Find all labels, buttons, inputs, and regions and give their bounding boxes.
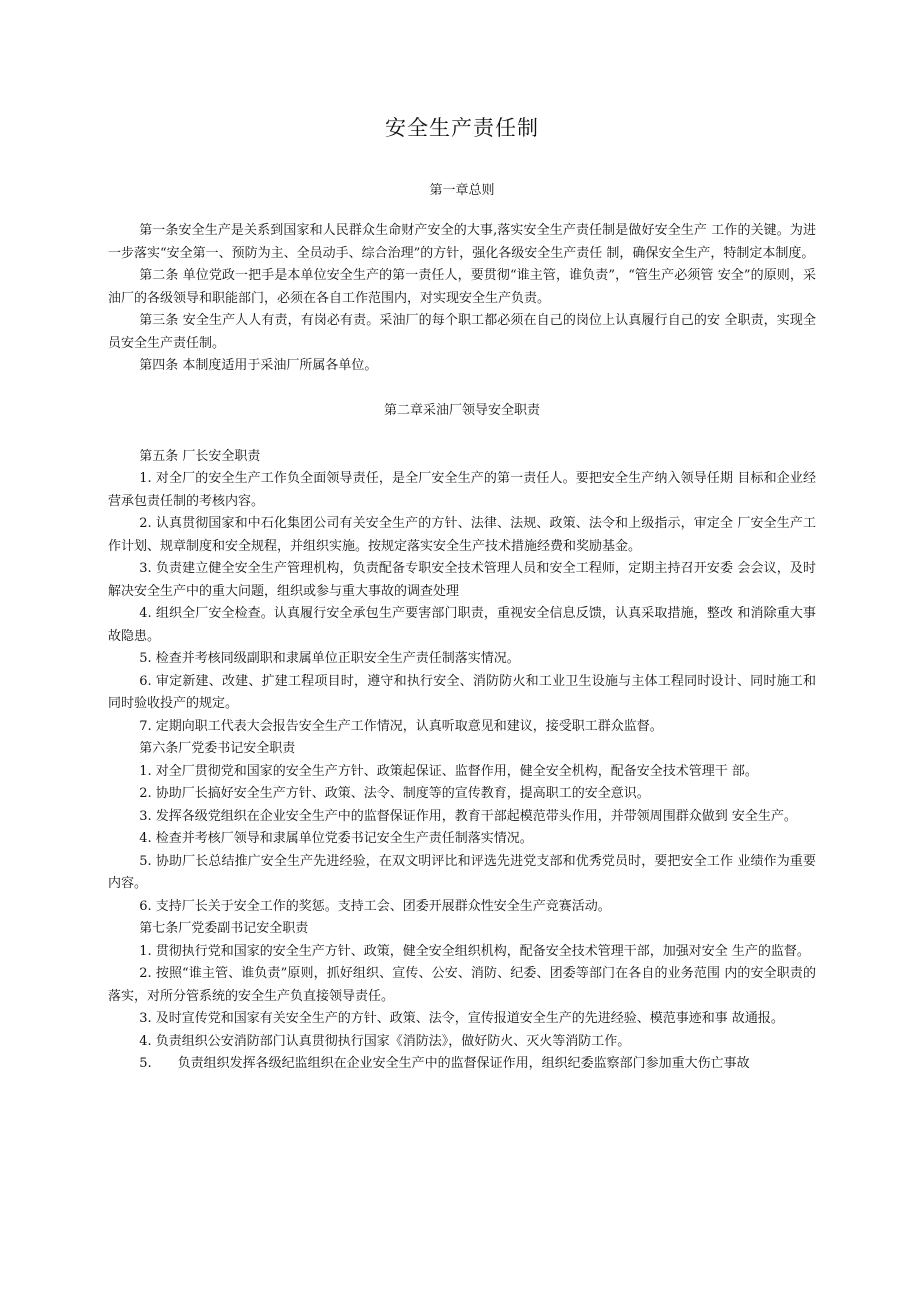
- article-3: 第三条 安全生产人人有责，有岗必有责。采油厂的每个职工都必须在自己的岗位上认真履行自己的安 全职责，实现全员安全生产责任制。: [108, 313, 816, 351]
- article-6-item-1: 1. 对全厂贯彻党和国家的安全生产方针、政策起保证、监督作用，健全安全机构，配备安全技术管理干 部。: [139, 763, 758, 779]
- chapter-1: [108, 180, 816, 378]
- article-5-item-5: 5. 检查并考核同级副职和隶属单位正职安全生产责任制落实情况。: [139, 651, 520, 666]
- article-6-heading: 第六条厂党委书记安全职责: [139, 741, 296, 756]
- article-7-item-3: 3. 及时宣传党和国家有关安全生产的方针、政策、法令，宣传报道安全生产的先进经验、模范事迹和事 故通报。: [139, 1011, 784, 1026]
- chapter-1-heading: 第一章总则: [429, 183, 495, 198]
- article-6-item-2: 2. 协助厂长搞好安全生产方针、政策、法令、制度等的宣传教育，提高职工的安全意识。: [139, 786, 650, 801]
- article-1: 第一条安全生产是关系到国家和人民群众生命财产安全的大事,落实安全生产责任制是做好安全生产 工作的关键。为进一步落实“安全第一、预防为主、全员动手、综合治理”的方针，强化各级安全生产责任 制，确保安全生产，特制定本制度。: [108, 223, 816, 261]
- document-title: 安全生产责任制: [385, 116, 539, 140]
- article-6-item-4: 4. 检查并考核厂领导和隶属单位党委书记安全生产责任制落实情况。: [139, 831, 533, 846]
- article-2: 第二条 单位党政一把手是本单位安全生产的第一责任人，要贯彻“谁主管，谁负责”，“管生产必须管 安全”的原则，采油厂的各级领导和职能部门，必须在各自工作范围内，对实现安全生产负责。: [108, 268, 816, 306]
- article-5-heading: 第五条 厂长安全职责: [139, 448, 261, 464]
- article-7-heading: 第七条厂党委副书记安全职责: [139, 921, 309, 936]
- article-6-item-6: 6. 支持厂长关于安全工作的奖惩。支持工会、团委开展群众性安全生产竞赛活动。: [139, 898, 611, 914]
- article-4: 第四条 本制度适用于采油厂所属各单位。: [139, 358, 378, 373]
- article-5-item-2: 2. 认真贯彻国家和中石化集团公司有关安全生产的方针、法律、法规、政策、法令和上级指示，审定全 厂安全生产工作计划、规章制度和安全规程，并组织实施。按规定落实安全生产技术措施经费和奖励基金。: [108, 516, 816, 554]
- chapter-2-heading: 第二章采油厂领导安全职责: [383, 402, 540, 418]
- document-page: [108, 110, 816, 1076]
- article-5-item-7: 7. 定期向职工代表大会报告安全生产工作情况，认真听取意见和建议，接受职工群众监督。: [139, 718, 663, 734]
- article-5-item-3: 3. 负责建立健全安全生产管理机构，负责配备专职安全技术管理人员和安全工程师，定期主持召开安委 会会议，及时解决安全生产中的重大问题，组织或参与重大事故的调查处理: [108, 561, 816, 599]
- article-6-item-5: 5. 协助厂长总结推广安全生产先进经验，在双文明评比和评选先进党支部和优秀党员时，要把安全工作 业绩作为重要内容。: [108, 853, 816, 891]
- article-7-item-4: 4. 负责组织公安消防部门认真贯彻执行国家《消防法》，做好防火、灭火等消防工作。: [139, 1033, 631, 1049]
- article-6-item-3: 3. 发挥各级党组织在企业安全生产中的监督保证作用，教育干部起模范带头作用，并带领周围群众做到 安全生产。: [139, 808, 797, 824]
- article-5-item-6: 6. 审定新建、改建、扩建工程项目时，遵守和执行安全、消防防火和工业卫生设施与主体工程同时设计、同时施工和同时验收投产的规定。: [108, 673, 816, 711]
- article-7-item-2: 2. 按照“谁主管、谁负责”原则，抓好组织、宣传、公安、消防、纪委、团委等部门在各自的业务范围 内的安全职责的落实，对所分管系统的安全生产负直接领导责任。: [108, 966, 816, 1004]
- article-7-item-5: 5. 负责组织发挥各级纪监组织在企业安全生产中的监督保证作用，组织纪委监察部门参加重大伤亡事故: [139, 1056, 750, 1071]
- article-5-item-4: 4. 组织全厂安全检查。认真履行安全承包生产要害部门职责，重视安全信息反馈，认真采取措施，整改 和消除重大事故隐患。: [108, 606, 816, 644]
- chapter-2: [108, 400, 816, 1076]
- article-7-item-1: 1. 贯彻执行党和国家的安全生产方针、政策，健全安全组织机构，配备安全技术管理干部，加强对安全 生产的监督。: [139, 943, 810, 959]
- article-5-item-1: 1. 对全厂的安全生产工作负全面领导责任，是全厂安全生产的第一责任人。要把安全生产纳入领导任期 目标和企业经营承包责任制的考核内容。: [108, 471, 816, 509]
